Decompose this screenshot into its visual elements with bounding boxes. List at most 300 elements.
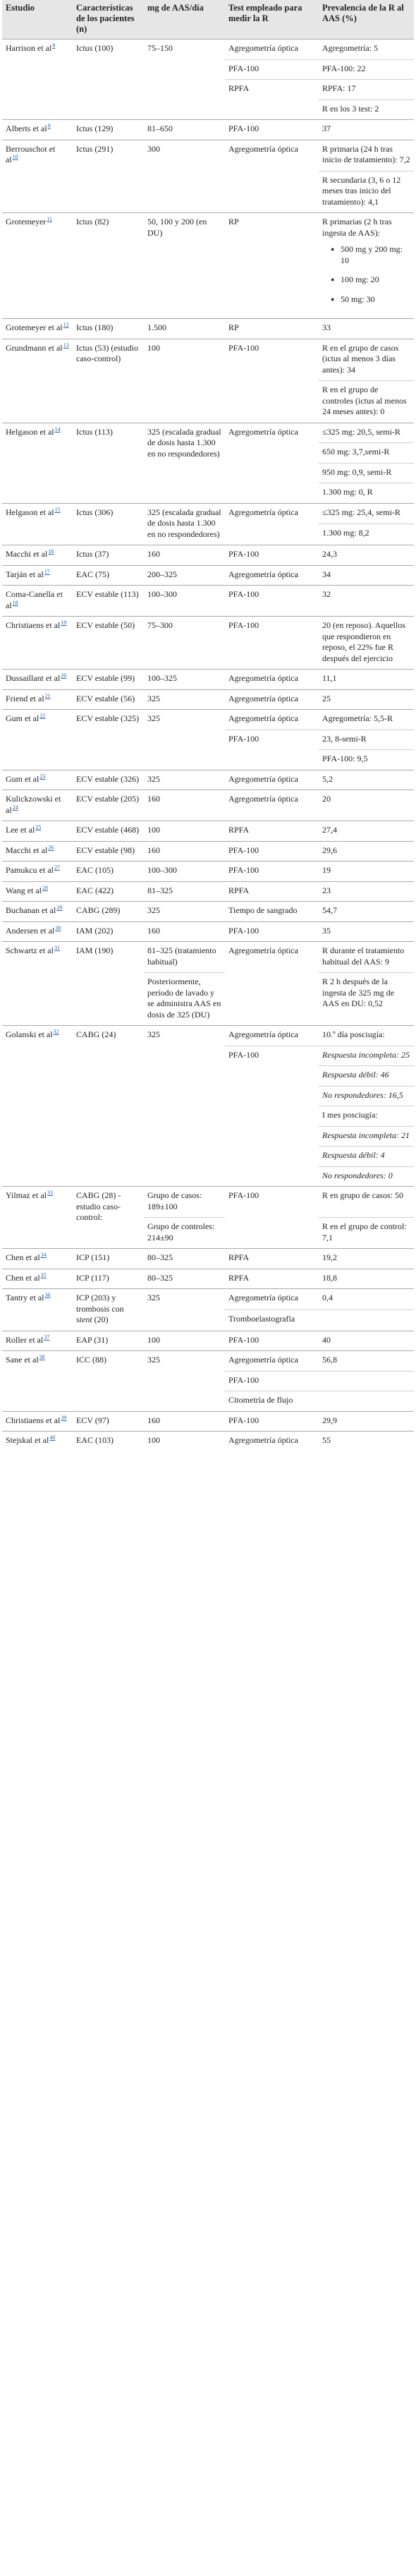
prevalence-cell [319,1066,414,1087]
dose-cell: 100–325 [144,670,225,690]
test-cell [225,463,319,483]
patients-cell: Ictus (180) [73,319,144,339]
reference-link[interactable]: 13 [63,341,69,349]
dose-cell: Posteriormente, período de lavado y se administra AAS en dosis de 325 (DU) [144,973,225,1026]
study-cell [2,617,73,670]
prevalence-value: 33 [322,322,331,332]
prevalence-cell [319,1269,414,1289]
prevalence-cell [319,1432,414,1451]
table-row [2,339,414,381]
table-row [2,921,414,942]
prevalence-value: 35 [322,925,331,936]
prevalence-cell [319,545,414,566]
dose-cell: 325 (escalada gradual de dosis hasta 1.300 en no respondedores) [144,503,225,545]
dose-cell: 81–650 [144,120,225,140]
table-body [2,40,414,1451]
test-cell: PFA-100 [225,617,319,670]
table-row [2,881,414,902]
patients-cell: EAP (31) [73,1331,144,1351]
test-cell: PFA-100 [225,59,319,80]
study-name: Macchi et al [6,549,48,559]
prevalence-value: Respuesta débil: 46 [322,1070,389,1080]
study-cell [2,921,73,942]
prevalence-cell [319,942,414,973]
prevalence-cell [319,140,414,171]
table-row [2,40,414,60]
prevalence-cell [319,1310,414,1331]
test-cell: PFA-100 [225,1187,319,1218]
prevalence-cell [319,483,414,504]
test-cell: Tiempo de sangrado [225,902,319,922]
dose-cell: Grupo de controles: 214±90 [144,1218,225,1249]
prevalence-cell [319,1106,414,1127]
table-row [2,120,414,140]
study-cell [2,545,73,566]
reference-link[interactable]: 15 [54,506,61,513]
study-cell [2,770,73,790]
prevalence-value: Respuesta débil: 4 [322,1150,385,1160]
reference-link[interactable]: 35 [40,1271,47,1278]
prevalence-value: Respuesta incompleta: 25 [322,1049,410,1060]
test-cell [225,1147,319,1167]
dose-cell: 325 [144,1351,225,1412]
test-cell: Agregometría óptica [225,40,319,60]
prevalence-list-item: ● 50 mg: 30 [322,294,410,306]
prevalence-cell [319,463,414,483]
prevalence-cell [319,1026,414,1046]
prevalence-cell [319,670,414,690]
reference-link[interactable]: 20 [61,672,67,679]
patients-cell: ECV estable (98) [73,841,144,861]
test-cell [225,381,319,423]
prevalence-value: R en el grupo de controles (ictus al menos 24 meses antes): 0 [322,385,407,416]
prevalence-cell [319,1371,414,1391]
test-cell [225,1166,319,1187]
dose-cell: 200–325 [144,565,225,586]
reference-link[interactable]: 31 [54,945,60,951]
prevalence-value: 1.300 mg: 8,2 [322,528,369,538]
prevalence-value: 20 (en reposo). Aquellos que respondieron en reposo, el 22% fue R después del ejercicio [322,620,405,663]
table-row [2,423,414,443]
prevalence-value: R en el grupo de control: 7,1 [322,1221,407,1242]
test-cell: Agregometría óptica [225,770,319,790]
reference-link[interactable]: 39 [61,1414,67,1421]
reference-link[interactable]: 24 [12,804,18,811]
prevalence-cell [319,902,414,922]
emphasis: stent [76,1314,92,1324]
prevalence-value: 18,8 [322,1272,337,1283]
prevalence-cell [319,1249,414,1269]
prevalence-list-item: ● 500 mg y 200 mg: 10 [322,244,410,266]
prevalence-value: 29,9 [322,1415,337,1425]
header-prevalencia: Prevalencia de la R al AAS (%) [319,0,414,40]
reference-link[interactable]: 22 [39,713,46,719]
prevalence-value: 29,6 [322,845,337,855]
prevalence-value: Agregometría: 5,5-R [322,713,393,723]
study-name: Gum et al [6,713,39,723]
table-row [2,1289,414,1310]
study-name: Sane et al [6,1355,39,1365]
study-name: Tarján et al [6,569,44,579]
reference-link[interactable]: 30 [55,924,61,931]
study-name: Chen et al [6,1272,40,1283]
test-cell: Citometría de flujo [225,1391,319,1412]
table-row [2,770,414,790]
prevalence-value: R en los 3 test: 2 [322,103,379,114]
table-row [2,213,414,319]
prevalence-value: R primarias (2 h tras ingesta de AAS): [322,217,392,238]
test-cell: Agregometría óptica [225,790,319,821]
dose-cell: 80–325 [144,1269,225,1289]
prevalence-value: 650 mg: 3,7,semi-R [322,447,390,456]
study-cell [2,1026,73,1187]
dose-cell: 325 [144,710,225,770]
patients-cell: EAC (75) [73,565,144,586]
study-cell [2,821,73,842]
study-name: Christiaens et al [6,620,61,630]
reference-link[interactable]: 18 [12,599,18,606]
dose-cell: 100–300 [144,586,225,617]
prevalence-value: Respuesta incompleta: 21 [322,1130,410,1140]
header-dosis: mg de AAS/día [144,0,225,40]
table-row [2,710,414,730]
test-cell: PFA-100 [225,730,319,750]
prevalence-value: 20 [322,794,331,804]
dose-cell: 325 [144,770,225,790]
dose-cell: 325 [144,689,225,710]
prevalence-cell [319,841,414,861]
prevalence-value: 25 [322,693,331,703]
test-cell [225,1218,319,1249]
test-cell [225,524,319,545]
dose-cell: 81–325 (tratamiento habitual) [144,942,225,973]
study-name: Dussaillant et al [6,673,61,683]
reference-link[interactable]: 40 [49,1434,56,1441]
prevalence-value: 10.º día posciugía: [322,1029,385,1039]
prevalence-cell [319,213,414,319]
test-cell: Agregometría óptica [225,1351,319,1372]
study-name: Chen et al [6,1252,40,1262]
reference-link[interactable]: 29 [56,905,63,911]
patients-cell: ECV estable (468) [73,821,144,842]
test-cell [225,1066,319,1087]
dose-cell: 325 (escalada gradual de dosis hasta 1.300 en no respondedores) [144,423,225,503]
study-name: Helgason et al [6,426,54,437]
prevalence-value: 23 [322,885,331,895]
prevalence-cell [319,319,414,339]
dose-cell: 100–300 [144,861,225,882]
study-cell [2,213,73,319]
prevalence-cell [319,710,414,730]
header-estudio: Estudio [2,0,73,40]
prevalence-value: PFA-100: 9,5 [322,754,368,763]
test-cell: PFA-100 [225,1371,319,1391]
table-row [2,617,414,670]
test-cell [225,1086,319,1106]
test-cell: Agregometría óptica [225,565,319,586]
test-cell: PFA-100 [225,1331,319,1351]
prevalence-cell [319,1086,414,1106]
prevalence-cell [319,171,414,213]
study-name: Tantry et al [6,1293,44,1302]
reference-link[interactable]: 11 [47,216,53,222]
test-cell [225,99,319,120]
prevalence-cell [319,1187,414,1218]
test-cell: PFA-100 [225,841,319,861]
aspirin-resistance-table [2,0,414,1451]
table-row [2,821,414,842]
patients-cell: IAM (190) [73,942,144,1026]
test-cell: PFA-100 [225,120,319,140]
prevalence-value: Agregometría: 5 [322,43,378,53]
prevalence-value: 54,7 [322,905,337,915]
prevalence-cell [319,59,414,80]
patients-cell: ECV estable (99) [73,670,144,690]
table-row [2,670,414,690]
patients-cell: ECV estable (326) [73,770,144,790]
test-cell: Agregometría óptica [225,710,319,730]
reference-link[interactable]: 12 [63,322,69,328]
prevalence-value: 19,2 [322,1252,337,1262]
study-name: Yilmaz et al [6,1190,47,1200]
table-row [2,1432,414,1451]
table-row [2,942,414,973]
patients-cell: ICC (88) [73,1351,144,1412]
dose-cell: 160 [144,790,225,821]
study-name: Pamukcu et al [6,865,54,875]
patients-cell: EAC (422) [73,881,144,902]
test-cell: Agregometría óptica [225,1432,319,1451]
prevalence-value: 1.300 mg: 0, R [322,487,373,497]
table-row [2,841,414,861]
study-name: Grundmann et al [6,342,63,353]
study-cell [2,586,73,617]
study-name: Golanski et al [6,1029,53,1039]
test-cell: PFA-100 [225,861,319,882]
prevalence-cell [319,586,414,617]
study-name: Andersen et al [6,925,55,936]
study-cell [2,565,73,586]
reference-link[interactable]: 25 [35,824,42,830]
dose-cell: 325 [144,1289,225,1331]
test-cell: Agregometría óptica [225,689,319,710]
table-row [2,1249,414,1269]
patients-cell: EAC (105) [73,861,144,882]
prevalence-value: No respondedores: 16,5 [322,1089,403,1100]
reference-link[interactable]: 32 [53,1029,59,1035]
prevalence-cell [319,1351,414,1372]
prevalence-cell [319,861,414,882]
dose-cell: 81–325 [144,881,225,902]
study-cell [2,1269,73,1289]
test-cell: PFA-100 [225,545,319,566]
prevalence-cell [319,730,414,750]
study-name: Christiaens et al [6,1415,61,1425]
prevalence-cell [319,1391,414,1412]
patients-cell: ECV estable (56) [73,689,144,710]
table-row [2,902,414,922]
study-cell [2,1331,73,1351]
table-row [2,545,414,566]
study-name: Buchanan et al [6,905,56,915]
test-cell [225,171,319,213]
prevalence-cell [319,1289,414,1310]
dose-cell: 50, 100 y 200 (en DU) [144,213,225,319]
study-cell [2,1411,73,1432]
prevalence-value: 56,8 [322,1355,337,1365]
study-name: Stejskal et al [6,1435,49,1445]
study-cell [2,841,73,861]
test-cell [225,1126,319,1147]
reference-link[interactable]: 19 [61,619,67,626]
prevalence-cell [319,120,414,140]
test-cell: Agregometría óptica [225,140,319,171]
reference-link[interactable]: 26 [48,844,54,851]
prevalence-cell [319,1411,414,1432]
study-name: Wang et al [6,885,42,895]
prevalence-cell [319,770,414,790]
study-cell [2,1289,73,1331]
reference-link[interactable]: 23 [39,773,46,780]
prevalence-cell [319,1166,414,1187]
prevalence-value: 24,3 [322,549,337,559]
patients-cell: ECV estable (325) [73,710,144,770]
prevalence-cell [319,503,414,524]
table-row [2,1269,414,1289]
prevalence-cell [319,40,414,60]
prevalence-value: 37 [322,123,331,133]
study-name: Kulickzowski et al [6,794,61,815]
study-cell [2,670,73,690]
prevalence-value: I mes posciugía: [322,1110,378,1120]
reference-link[interactable]: 8 [52,42,56,49]
prevalence-value: R secundaria (3, 6 o 12 meses tras inicio del tratamiento): 4,1 [322,174,401,207]
test-cell: PFA-100 [225,1411,319,1432]
dose-cell: 325 [144,902,225,922]
prevalence-value: 27,4 [322,825,337,835]
study-name: Grotemeyer et al [6,322,63,332]
study-cell [2,423,73,503]
test-cell [225,483,319,504]
reference-link[interactable]: 27 [54,864,60,871]
test-cell: Agregometría óptica [225,503,319,524]
dose-cell: 1.500 [144,319,225,339]
study-cell [2,1187,73,1249]
study-cell [2,790,73,821]
reference-link[interactable]: 28 [42,884,49,891]
prevalence-cell [319,381,414,423]
test-cell: RPFA [225,881,319,902]
patients-cell: Ictus (82) [73,213,144,319]
study-name: Lee et al [6,825,35,835]
reference-link[interactable]: 14 [54,425,61,433]
study-name: Berrouschot et al [6,143,56,164]
reference-link[interactable]: 10 [12,154,18,160]
study-cell [2,902,73,922]
prevalence-value: 34 [322,569,331,579]
study-name: Macchi et al [6,845,48,855]
table-row [2,790,414,821]
patients-cell: ICP (203) y trombosis con stent (20) [73,1289,144,1331]
prevalence-value: 32 [322,589,331,599]
table-row [2,1187,414,1218]
patients-cell: Ictus (113) [73,423,144,503]
study-cell [2,339,73,423]
patients-cell: IAM (202) [73,921,144,942]
reference-link[interactable]: 9 [47,123,51,129]
test-cell: PFA-100 [225,586,319,617]
prevalence-value: 23, 8-semi-R [322,733,367,744]
study-name: Friend et al [6,693,44,703]
patients-cell: Ictus (306) [73,503,144,545]
test-cell [225,750,319,770]
study-cell [2,689,73,710]
dose-cell: 75–150 [144,40,225,120]
table-row [2,586,414,617]
test-cell: PFA-100 [225,1046,319,1066]
patients-cell: ECV estable (50) [73,617,144,670]
reference-link[interactable]: 21 [44,692,51,699]
patients-cell: Ictus (100) [73,40,144,120]
prevalence-cell [319,1147,414,1167]
prevalence-cell [319,99,414,120]
patients-cell: ICP (117) [73,1269,144,1289]
test-cell: Tromboelastografía [225,1310,319,1331]
test-cell: RPFA [225,821,319,842]
prevalence-value: R durante el tratamiento habitual del AAS: 9 [322,945,405,967]
test-cell: Agregometría óptica [225,423,319,443]
patients-cell: Ictus (53) (estudio caso-control) [73,339,144,423]
reference-link[interactable]: 38 [39,1354,45,1360]
prevalence-cell [319,524,414,545]
prevalence-cell [319,1331,414,1351]
prevalence-cell [319,821,414,842]
study-name: Coma-Canella et al [6,589,63,610]
prevalence-value: R en grupo de casos: 50 [322,1190,403,1200]
dose-cell: 100 [144,1432,225,1451]
study-cell [2,861,73,882]
reference-link[interactable]: 17 [44,568,50,575]
test-cell: Agregometría óptica [225,1289,319,1310]
table-header [2,0,414,40]
table-row [2,1331,414,1351]
table-row [2,503,414,524]
prevalence-cell [319,1126,414,1147]
prevalence-value: 5,2 [322,773,333,784]
dose-cell: 100 [144,339,225,423]
study-cell [2,942,73,1026]
study-cell [2,503,73,545]
reference-link[interactable]: 33 [47,1190,53,1196]
reference-link[interactable]: 34 [40,1252,47,1258]
prevalence-value: 0,4 [322,1293,333,1302]
table-row [2,565,414,586]
patients-cell: Ictus (37) [73,545,144,566]
prevalence-value: PFA-100: 22 [322,63,366,73]
prevalence-cell [319,443,414,464]
prevalence-cell [319,339,414,381]
reference-link[interactable]: 37 [44,1334,50,1341]
dose-cell: 160 [144,1411,225,1432]
reference-link[interactable]: 36 [44,1292,51,1298]
study-name: Grotemeyer [6,217,47,226]
patients-cell: CABG (28) - estudio caso-control: [73,1187,144,1249]
dose-cell: 100 [144,821,225,842]
study-name: Helgason et al [6,507,54,517]
prevalence-value: 11,1 [322,673,337,683]
dose-cell: Grupo de casos: 189±100 [144,1187,225,1218]
reference-link[interactable]: 16 [48,548,54,555]
